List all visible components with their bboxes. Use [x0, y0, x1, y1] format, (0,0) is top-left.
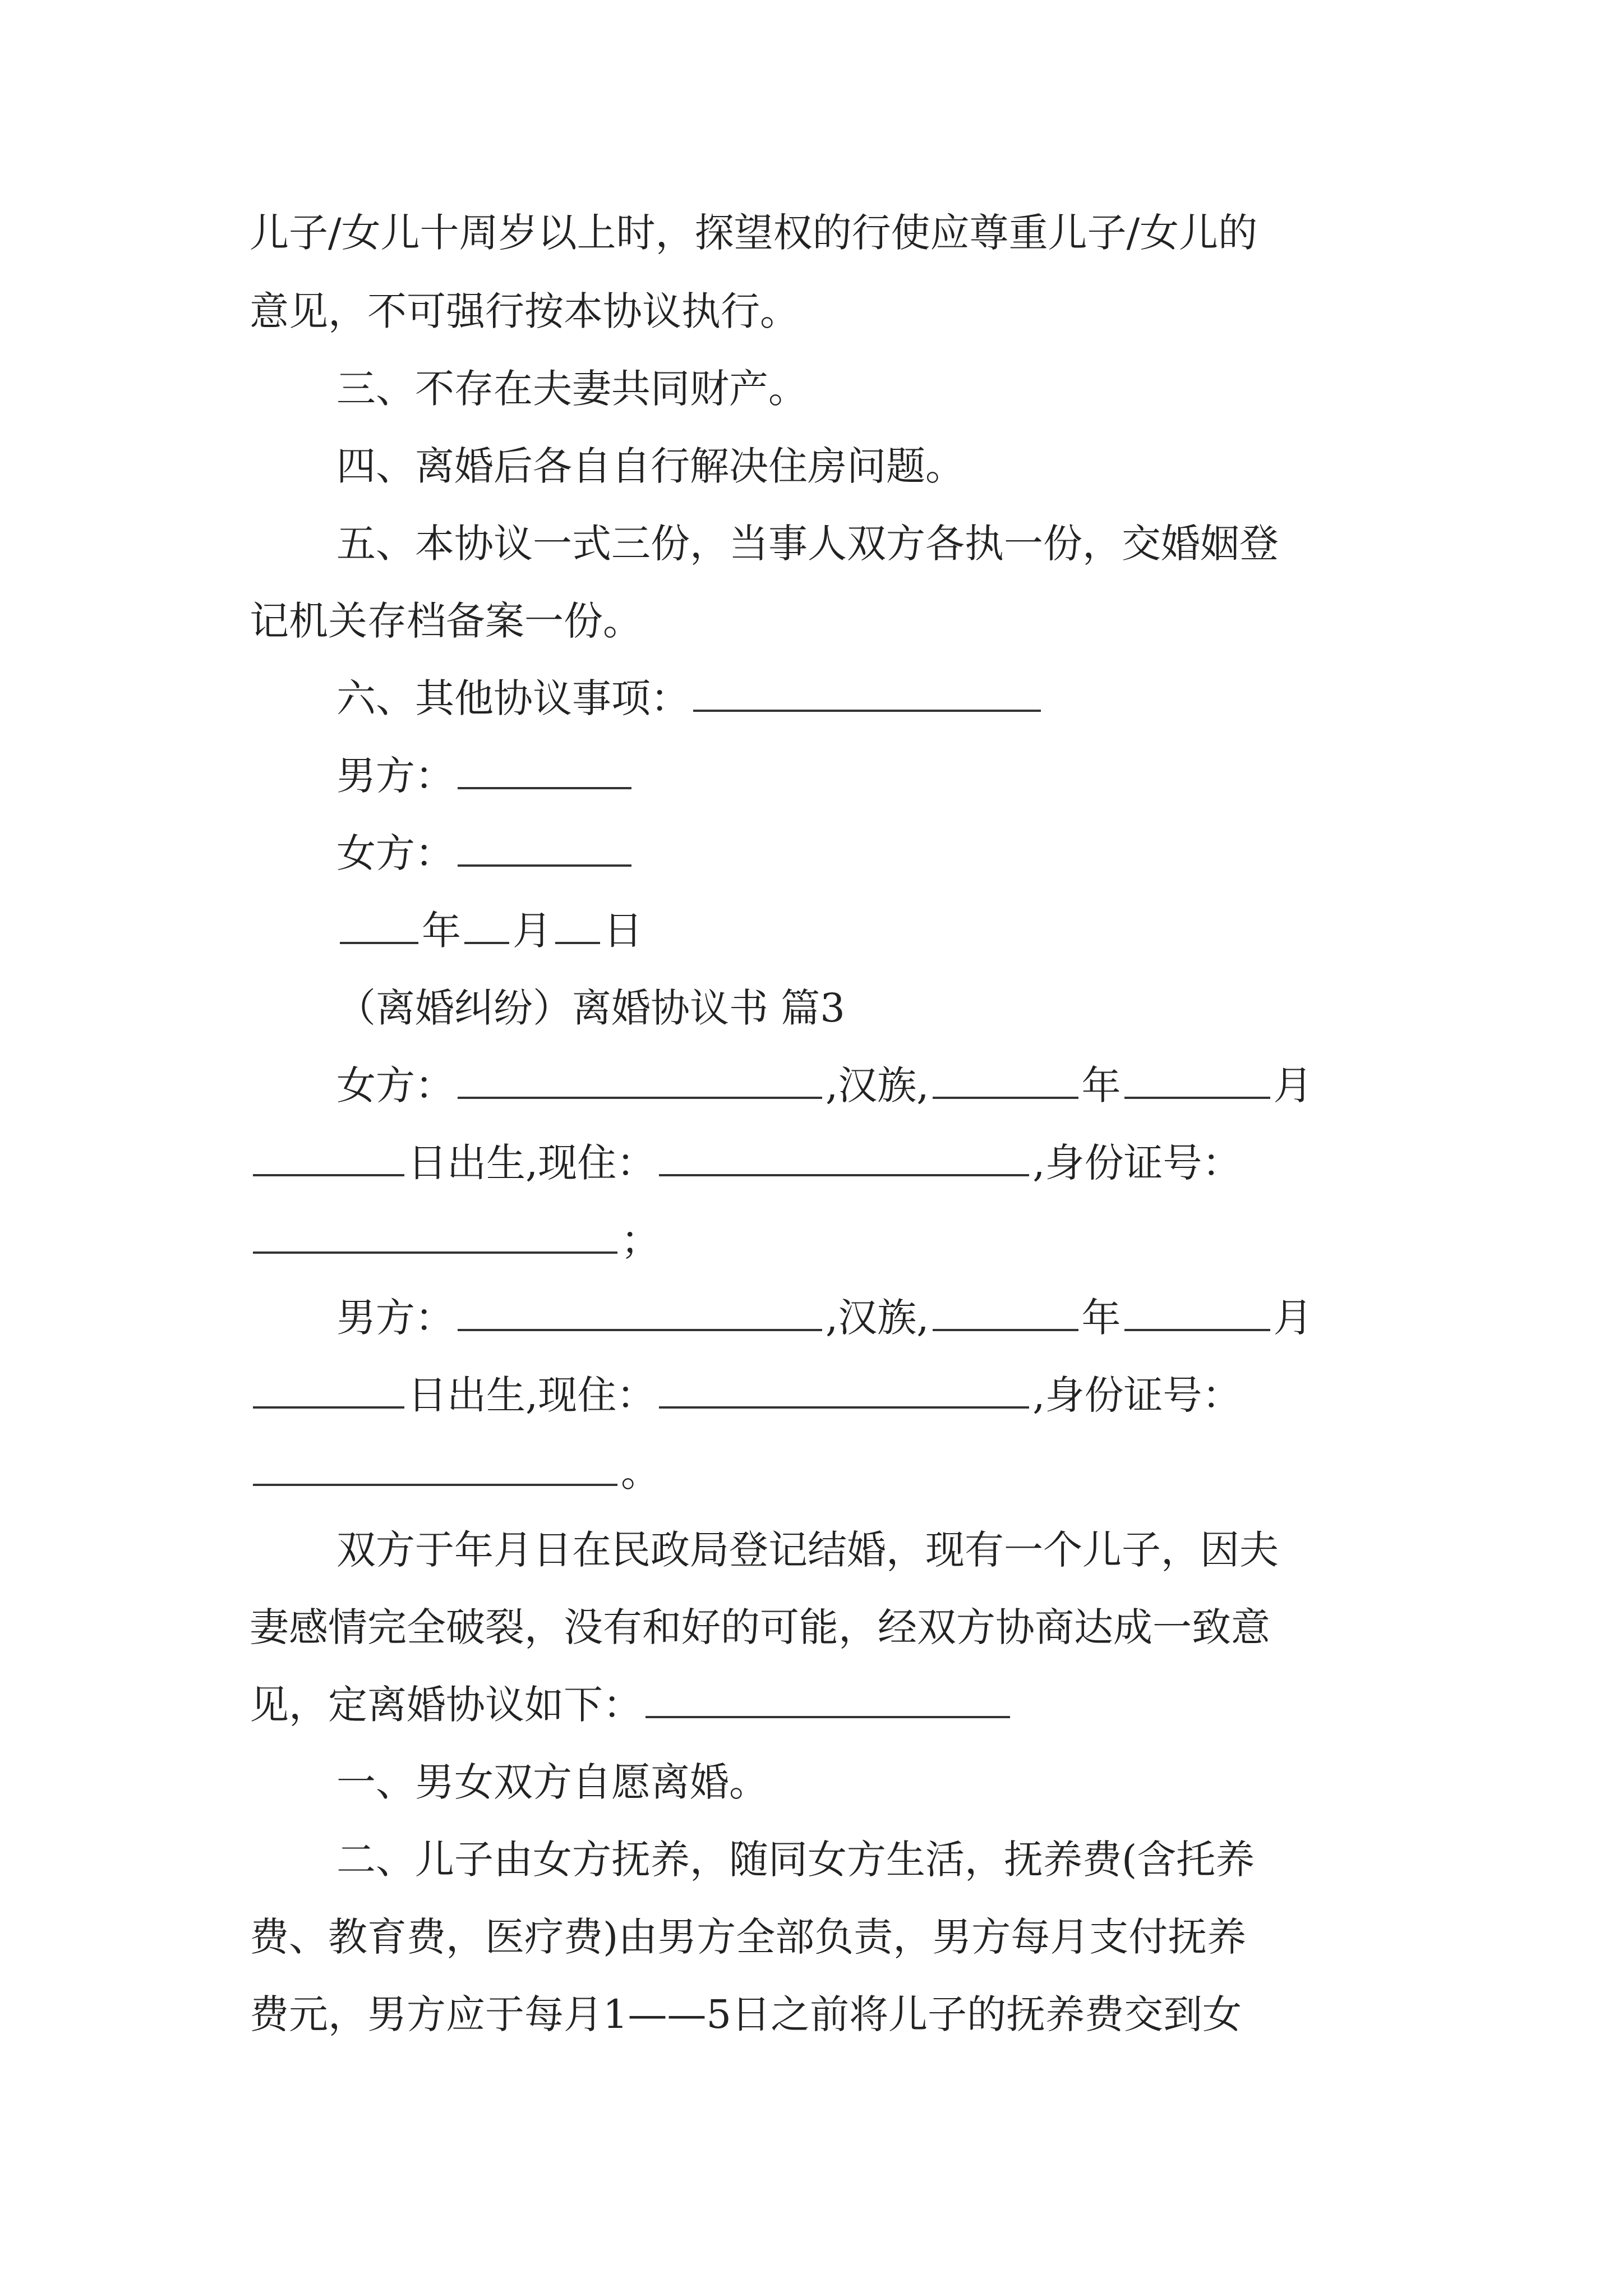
clause-item-6	[336, 670, 1044, 726]
signature-male	[336, 748, 635, 804]
intro-line-2: 妻感情完全破裂，没有和好的可能，经双方协商达成一致意	[250, 1604, 1270, 1650]
blank-line	[659, 1375, 1029, 1409]
date-year-label: 年	[422, 908, 461, 954]
male-label: 男方：	[336, 753, 454, 799]
born-label: 日出生,现住：	[408, 1372, 656, 1418]
party-male-label: 男方：	[336, 1295, 454, 1341]
blank-line	[693, 678, 1041, 712]
clause-item-5-line-1: 五、本协议一式三份，当事人双方各执一份，交婚姻登	[336, 521, 1279, 567]
party-female-line-1	[336, 1057, 1313, 1114]
blank-line	[933, 1065, 1078, 1099]
born-label: 日出生,现住：	[408, 1140, 656, 1186]
party-female-line-3	[250, 1212, 660, 1268]
id-label: ,身份证号：	[1032, 1372, 1242, 1418]
blank-line	[458, 756, 631, 789]
month-label: 月	[1273, 1295, 1313, 1341]
item-6-label: 六、其他协议事项：	[336, 675, 690, 721]
clause-2-line-1: 二、儿子由女方抚养，随同女方生活，抚养费(含托养	[336, 1837, 1255, 1883]
section-title: （离婚纠纷）离婚协议书 篇3	[336, 985, 845, 1031]
party-female-line-2	[250, 1135, 1242, 1191]
ethnicity-label: ,汉族,	[826, 1062, 929, 1108]
paragraph-visitation-line-1: 儿子/女儿十周岁以上时，探望权的行使应尊重儿子/女儿的	[250, 210, 1258, 256]
blank-line	[933, 1297, 1078, 1331]
blank-line	[645, 1685, 1010, 1718]
party-male-line-1	[336, 1290, 1313, 1346]
blank-line	[253, 1375, 404, 1409]
blank-line	[458, 833, 631, 867]
blank-line	[458, 1065, 822, 1099]
blank-line	[464, 910, 509, 944]
blank-line	[340, 910, 418, 944]
clause-2-line-3: 费元，男方应于每月1——5日之前将儿子的抚养费交到女	[250, 1991, 1242, 2037]
party-female-label: 女方：	[336, 1062, 454, 1108]
signature-female	[336, 825, 635, 881]
id-label: ,身份证号：	[1032, 1140, 1242, 1186]
signature-date	[336, 903, 643, 959]
paragraph-visitation-line-2: 意见，不可强行按本协议执行。	[250, 288, 799, 334]
clause-item-5-line-2: 记机关存档备案一份。	[250, 598, 642, 644]
period: 。	[621, 1450, 660, 1496]
blank-line	[253, 1452, 617, 1486]
month-label: 月	[1273, 1062, 1313, 1108]
blank-line	[555, 910, 600, 944]
year-label: 年	[1081, 1295, 1121, 1341]
year-label: 年	[1081, 1062, 1121, 1108]
party-male-line-3	[250, 1444, 660, 1501]
semicolon: ；	[621, 1217, 660, 1263]
party-male-line-2	[250, 1367, 1242, 1423]
date-day-label: 日	[603, 908, 643, 954]
blank-line	[253, 1220, 617, 1254]
clause-2-line-2: 费、教育费，医疗费)由男方全部负责，男方每月支付抚养	[250, 1914, 1247, 1960]
female-label: 女方：	[336, 830, 454, 876]
intro-line-1: 双方于年月日在民政局登记结婚，现有一个儿子，因夫	[336, 1527, 1279, 1573]
intro-line-3	[250, 1677, 1013, 1733]
blank-line	[1124, 1297, 1270, 1331]
intro-line-3-text: 见，定离婚协议如下：	[250, 1682, 642, 1728]
blank-line	[253, 1143, 404, 1176]
ethnicity-label: ,汉族,	[826, 1295, 929, 1341]
blank-line	[1124, 1065, 1270, 1099]
clause-1: 一、男女双方自愿离婚。	[336, 1759, 768, 1805]
clause-item-3: 三、不存在夫妻共同财产。	[336, 366, 808, 412]
date-month-label: 月	[513, 908, 552, 954]
blank-line	[659, 1143, 1029, 1176]
clause-item-4: 四、离婚后各自自行解决住房问题。	[336, 443, 965, 489]
blank-line	[458, 1297, 822, 1331]
